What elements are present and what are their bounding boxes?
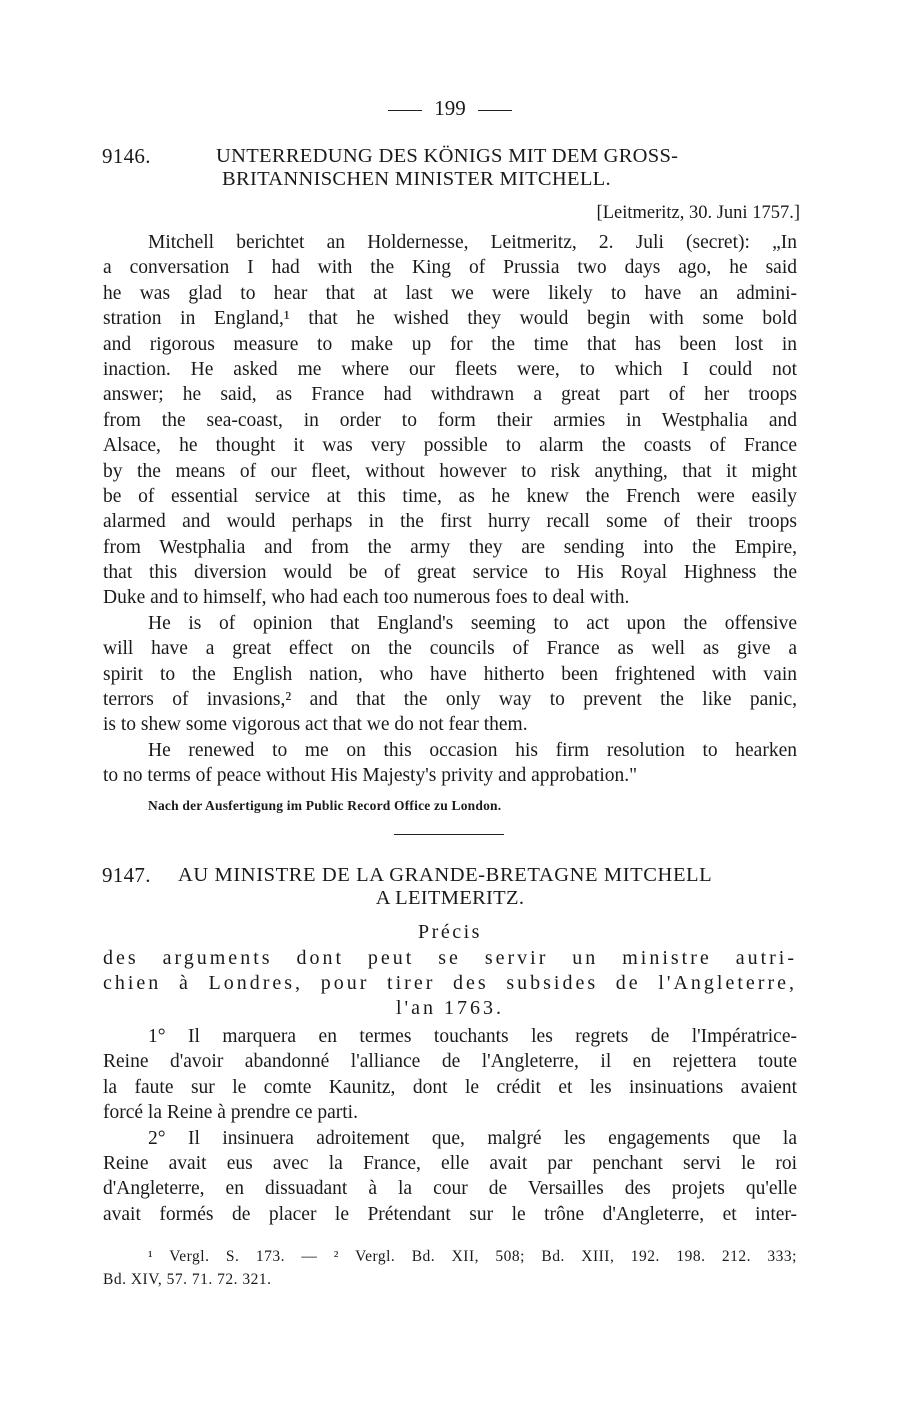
- doc-title-line-1: AU MINISTRE DE LA GRANDE-BRETAGNE MITCHELL: [178, 864, 713, 886]
- dateline: [Leitmeritz, 30. Juni 1757.]: [596, 203, 800, 223]
- body-line: a conversation I had with the King of Prussia two days ago, he said: [103, 257, 797, 279]
- section-divider: [394, 834, 504, 835]
- folio-dash-left: [388, 110, 422, 111]
- source-note: Nach der Ausfertigung im Public Record Office zu London.: [148, 798, 502, 813]
- precis-line: l'an 1763.: [395, 997, 505, 1019]
- body-line: by the means of our fleet, without however to risk anything, that it might: [103, 460, 797, 482]
- doc-9146-body: [103, 230, 797, 789]
- body-line: He is of opinion that England's seeming to act upon the offensive: [148, 612, 797, 634]
- body-line: he was glad to hear that at last we were likely to have an admini-: [103, 282, 797, 304]
- body-line: and rigorous measure to make up for the time that has been lost in: [103, 333, 797, 355]
- folio-dash-right: [478, 110, 512, 111]
- body-line: Duke and to himself, who had each too numerous foes to deal with.: [103, 587, 630, 609]
- body-line: will have a great effect on the councils of France as well as give a: [103, 638, 797, 660]
- body-line: Reine avait eus avec la France, elle avait par penchant servi le roi: [103, 1152, 797, 1174]
- footnotes: [103, 1245, 797, 1291]
- body-line: spirit to the English nation, who have hitherto been frightened with vain: [103, 663, 797, 685]
- body-line: that this diversion would be of great service to His Royal Highness the: [103, 562, 797, 584]
- footnote-line: Bd. XIV, 57. 71. 72. 321.: [103, 1271, 272, 1288]
- body-line: stration in England,¹ that he wished they would begin with some bold: [103, 308, 797, 330]
- body-line: from Westphalia and from the army they are sending into the Empire,: [103, 536, 797, 558]
- body-line: Reine d'avoir abandonné l'alliance de l'Angleterre, il en rejettera toute: [103, 1051, 797, 1073]
- doc-number: 9146.: [102, 144, 151, 168]
- doc-title-line-2: BRITANNISCHEN MINISTER MITCHELL.: [222, 168, 611, 190]
- footnote-line: ¹ Vergl. S. 173. — ² Vergl. Bd. XII, 508; Bd. XIII, 192. 198. 212. 333;: [148, 1248, 797, 1265]
- body-line: Alsace, he thought it was very possible to alarm the coasts of France: [103, 435, 797, 457]
- body-line: forcé la Reine à prendre ce parti.: [103, 1102, 358, 1124]
- body-line: terrors of invasions,² and that the only way to prevent the like panic,: [103, 689, 797, 711]
- doc-9147-body: [103, 1024, 797, 1227]
- body-line: alarmed and would perhaps in the first hurry recall some of their troops: [103, 511, 797, 533]
- doc-title-line-1: UNTERREDUNG DES KÖNIGS MIT DEM GROSS-: [216, 145, 679, 167]
- body-line: be of essential service at this time, as he knew the French were easily: [103, 485, 797, 507]
- precis-line: chien à Londres, pour tirer des subsides de l'Angleterre,: [103, 972, 797, 994]
- body-line: 2° Il insinuera adroitement que, malgré les engagements que la: [148, 1127, 797, 1149]
- doc-9146-heading: [102, 145, 798, 191]
- body-line: inaction. He asked me where our fleets were, to which I could not: [103, 358, 797, 380]
- precis-line: des arguments dont peut se servir un ministre autri-: [103, 947, 797, 969]
- body-line: answer; he said, as France had withdrawn a great part of her troops: [103, 384, 797, 406]
- page-number: 199: [0, 96, 900, 121]
- body-line: to no terms of peace without His Majesty's privity and approbation.": [103, 765, 638, 787]
- doc-9147-heading: [102, 864, 798, 910]
- doc-title-line-2: A LEITMERITZ.: [375, 887, 525, 909]
- body-line: from the sea-coast, in order to form their armies in Westphalia and: [103, 409, 797, 431]
- body-line: He renewed to me on this occasion his firm resolution to hearken: [148, 739, 797, 761]
- body-line: la faute sur le comte Kaunitz, dont le crédit et les insinuations avaient: [103, 1076, 797, 1098]
- body-line: d'Angleterre, en dissuadant à la cour de Versailles des projets qu'elle: [103, 1178, 797, 1200]
- body-line: 1° Il marquera en termes touchants les regrets de l'Impératrice-: [148, 1026, 797, 1047]
- body-line: Mitchell berichtet an Holdernesse, Leitmeritz, 2. Juli (secret): „In: [148, 232, 797, 253]
- precis-title: Précis: [418, 921, 482, 943]
- body-line: avait formés de placer le Prétendant sur le trône d'Angleterre, et inter-: [103, 1203, 797, 1225]
- doc-number: 9147.: [102, 863, 151, 887]
- body-line: is to shew some vigorous act that we do not fear them.: [103, 714, 528, 736]
- precis-subtitle: [103, 946, 797, 1021]
